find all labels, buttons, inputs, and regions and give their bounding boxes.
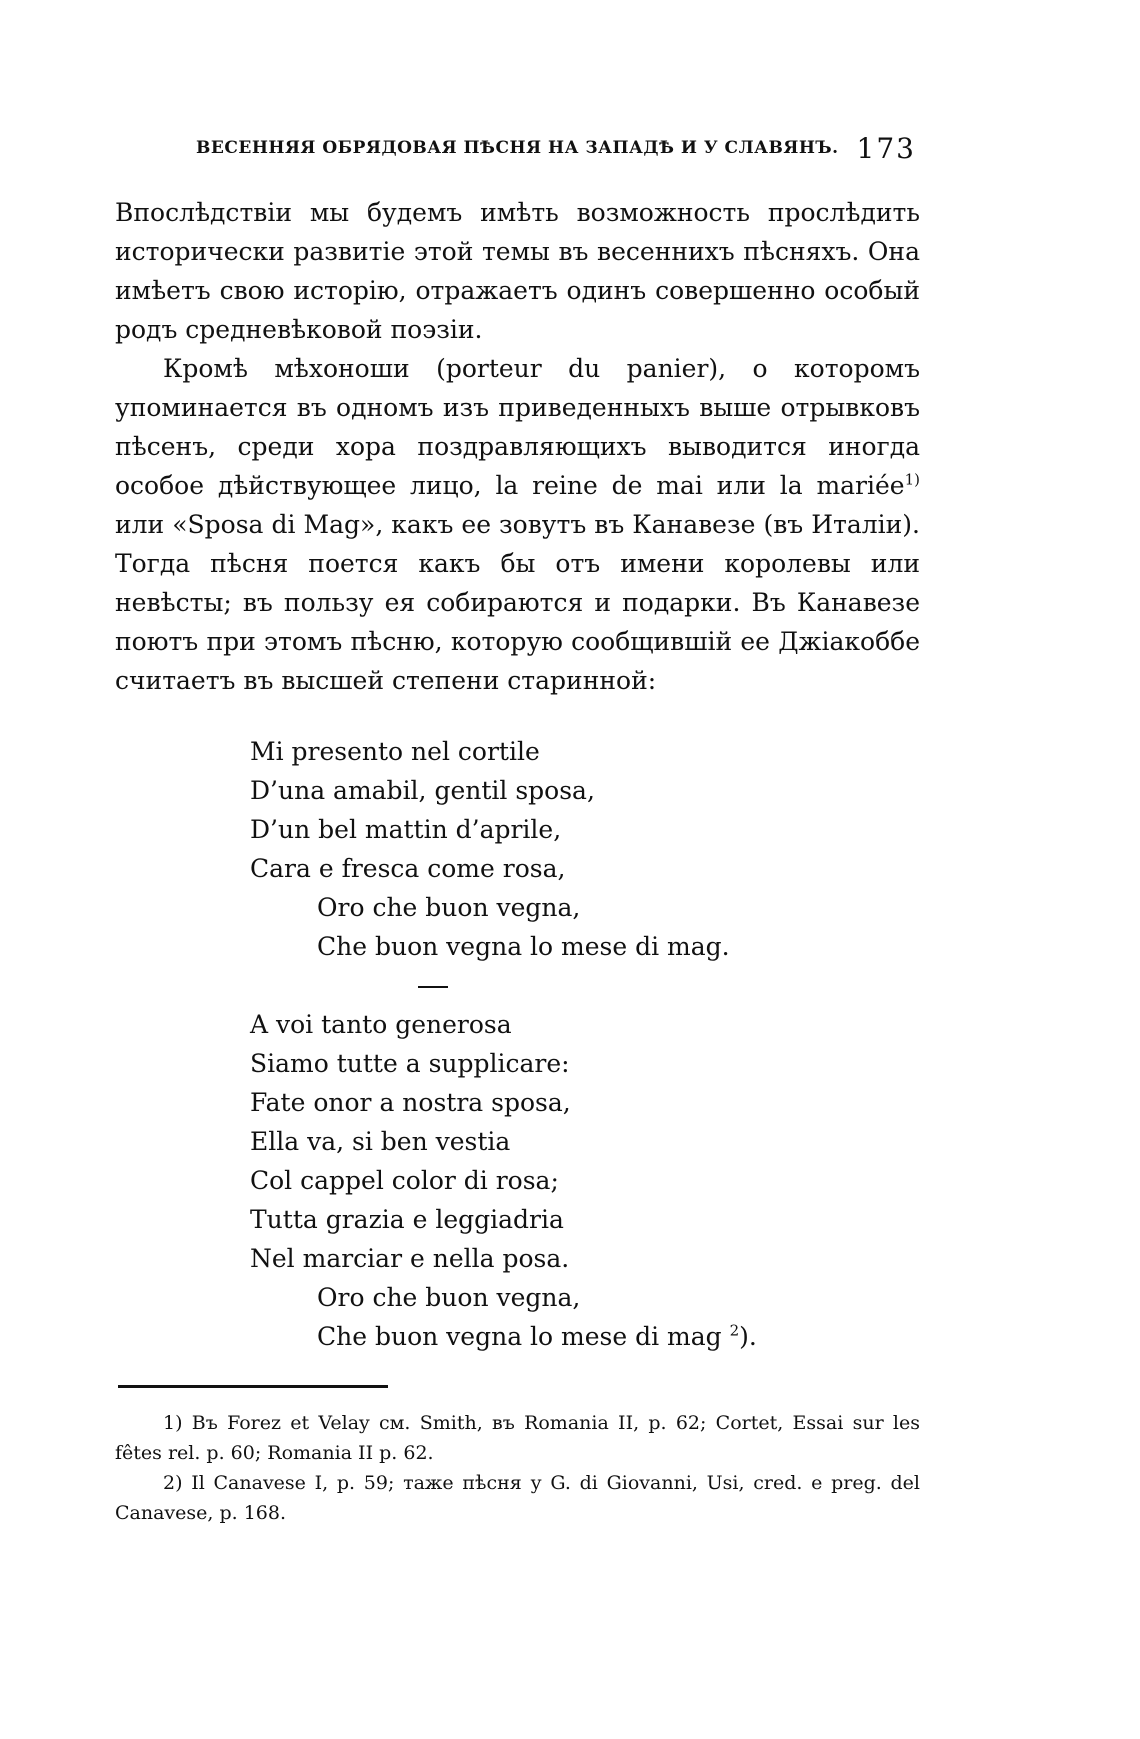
- poem-line: D’una amabil, gentil sposa,: [250, 776, 595, 805]
- footnotes: [115, 1408, 920, 1528]
- poem-line: Siamo tutte a supplicare:: [250, 1049, 570, 1078]
- poem-line: Nel marciar e nella posa.: [250, 1244, 570, 1273]
- paragraph-2: [115, 349, 920, 700]
- footnote-1: 1) Въ Forez et Velay см. Smith, въ Romania II, p. 62; Cortet, Essai sur les fêtes rel. p. 60; Romania II p. 62.: [115, 1412, 920, 1464]
- stanza-separator-dash: [418, 986, 448, 988]
- footnote-2: 2) Il Canavese I, p. 59; таже пѣсня у G. di Giovanni, Usi, cred. e preg. del Canavese, p. 168.: [115, 1472, 920, 1524]
- poem-refrain-line: Oro che buon vegna,: [317, 1283, 581, 1312]
- poem-line: Fate onor a nostra sposa,: [250, 1088, 571, 1117]
- poem-last-line-text: Che buon vegna lo mese di mag: [317, 1322, 730, 1351]
- footnote-ref-2: 2: [729, 1321, 740, 1340]
- paragraph-1: Впослѣдствіи мы будемъ имѣть возможность прослѣдить исторически развитіе этой темы въ весеннихъ пѣсняхъ. Она имѣетъ свою исторію, отражаетъ одинъ совершенно особый родъ средневѣковой поэзіи.: [115, 198, 920, 344]
- page-header: [196, 134, 916, 174]
- poem-line: Tutta grazia e leggiadria: [250, 1205, 564, 1234]
- poem-refrain-line-last: [250, 1317, 810, 1356]
- paragraph-2-part-a: Кромѣ мѣхоноши (porteur du panier), о которомъ упоминается въ одномъ изъ приведенныхъ выше отрывковъ пѣсенъ, среди хора поздравляющихъ выводится иногда особое дѣйствующее лицо, la reine de mai или la mariée: [115, 354, 920, 500]
- paragraph-2-part-b: или «Sposa di Mag», какъ ее зовутъ въ Канавезе (въ Италіи). Тогда пѣсня поется какъ бы отъ имени королевы или невѣсты; въ пользу ея собираются и подарки. Въ Канавезе поютъ при этомъ пѣсню, которую сообщившій ее Джіакоббе считаетъ въ высшей степени старинной:: [115, 510, 920, 695]
- poem-line: A voi tanto generosa: [250, 1010, 512, 1039]
- poem-line: Ella va, si ben vestia: [250, 1127, 511, 1156]
- poem-stanza-2: [250, 1005, 810, 1356]
- poem-line: Mi presento nel cortile: [250, 737, 540, 766]
- poem-line: D’un bel mattin d’aprile,: [250, 815, 562, 844]
- footnote-ref-1: 1): [904, 470, 920, 489]
- running-title: ВЕСЕННЯЯ ОБРЯДОВАЯ ПѢСНЯ НА ЗАПАДѢ И У СЛАВЯНЪ.: [196, 138, 839, 158]
- body-text: [115, 193, 920, 700]
- page-number: 173: [856, 132, 916, 165]
- poem-stanza-1: [250, 732, 810, 966]
- poem-refrain-line: Oro che buon vegna,: [317, 893, 581, 922]
- poem-line: Col cappel color di rosa;: [250, 1166, 559, 1195]
- poem-line: Cara e fresca come rosa,: [250, 854, 566, 883]
- footnote-rule: [118, 1385, 388, 1388]
- poem-last-line-end: ).: [739, 1322, 757, 1351]
- poem-refrain-line: Che buon vegna lo mese di mag.: [317, 932, 730, 961]
